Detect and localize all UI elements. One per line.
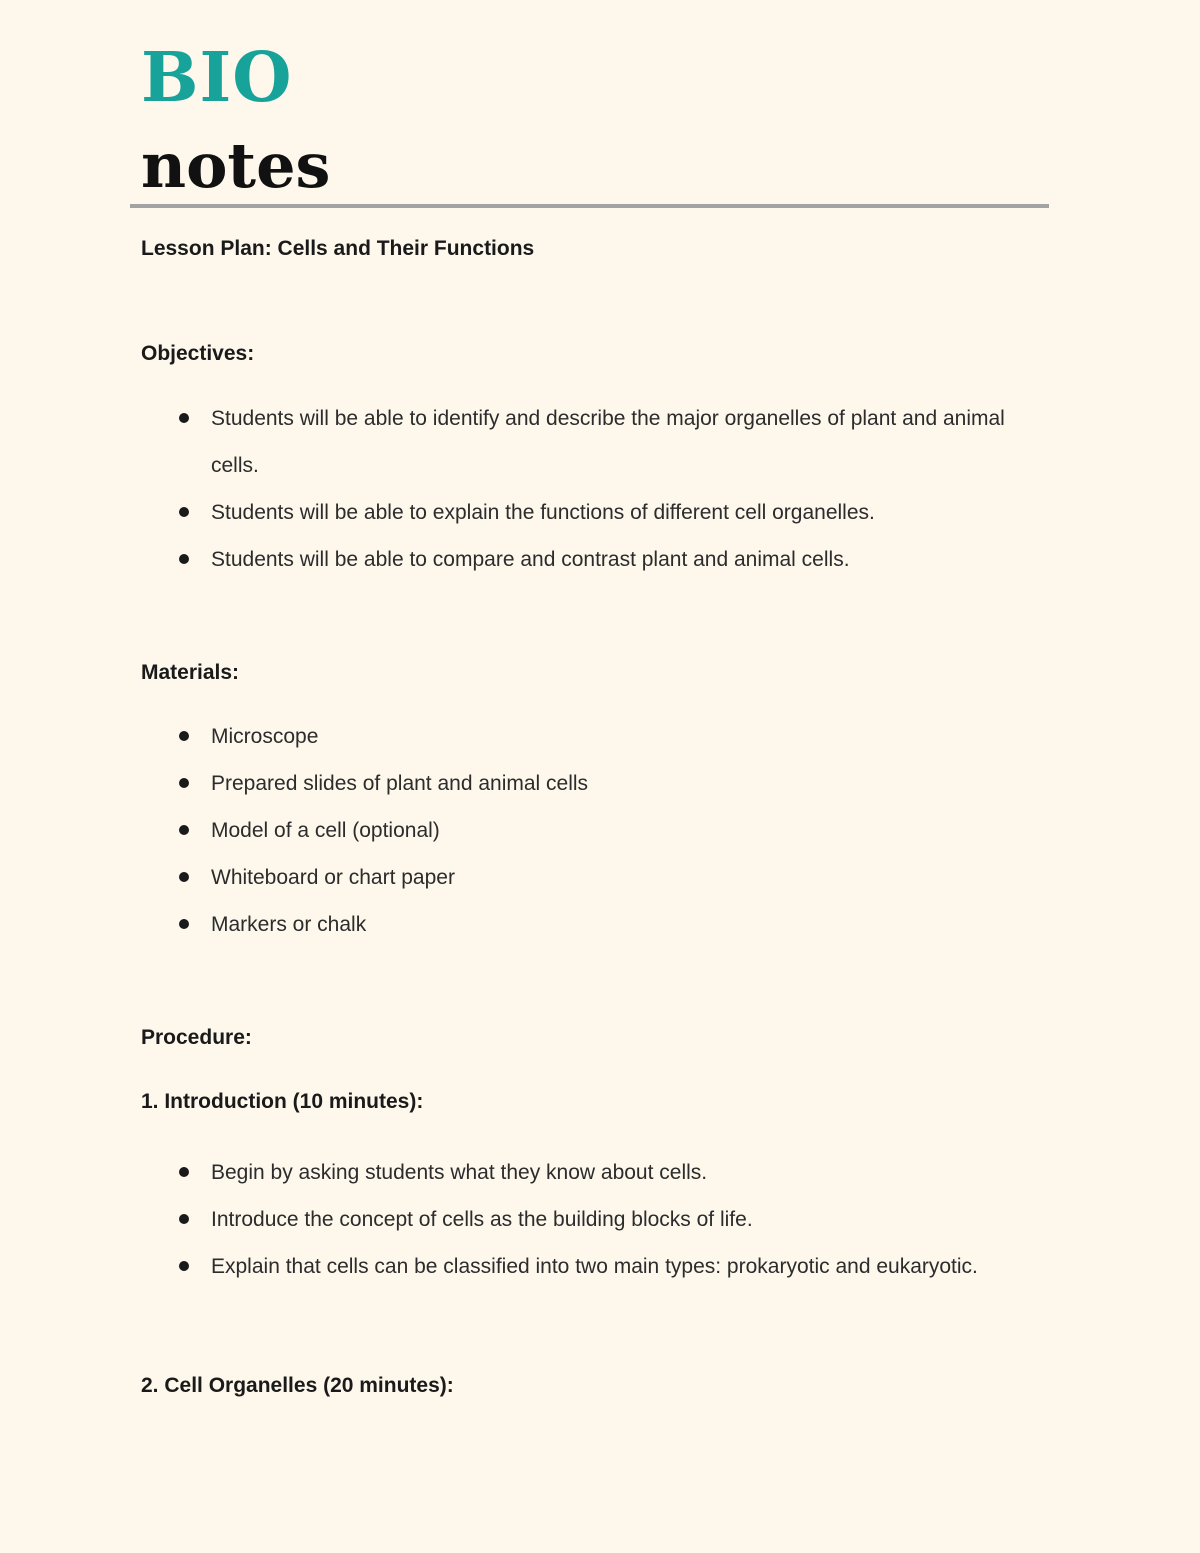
bullet-icon <box>179 731 189 741</box>
objectives-heading: Objectives: <box>141 342 255 365</box>
list-item-text: Markers or chalk <box>211 913 367 936</box>
header-divider <box>130 204 1049 208</box>
procedure-step-title: 1. Introduction (10 minutes): <box>141 1090 424 1113</box>
bullet-icon <box>179 1167 189 1177</box>
list-item <box>0 1243 1041 1290</box>
procedure-heading: Procedure: <box>141 1026 252 1049</box>
list-item <box>0 901 1041 948</box>
bullet-icon <box>179 872 189 882</box>
list-item-text: Model of a cell (optional) <box>211 819 440 842</box>
bullet-icon <box>179 778 189 788</box>
bullet-icon <box>179 554 189 564</box>
procedure-step-title: 2. Cell Organelles (20 minutes): <box>141 1374 454 1397</box>
list-item-text: Explain that cells can be classified into two main types: prokaryotic and eukaryotic. <box>211 1255 978 1278</box>
list-item <box>0 760 1041 807</box>
list-item <box>0 536 1041 583</box>
list-item <box>0 1149 1041 1196</box>
materials-list <box>0 713 1041 948</box>
list-item-text: Students will be able to explain the functions of different cell organelles. <box>211 501 875 524</box>
bullet-icon <box>179 507 189 517</box>
list-item-text: Students will be able to compare and contrast plant and animal cells. <box>211 548 850 571</box>
list-item <box>0 713 1041 760</box>
list-item <box>0 807 1041 854</box>
bullet-icon <box>179 825 189 835</box>
bullet-icon <box>179 919 189 929</box>
bullet-icon <box>179 413 189 423</box>
list-item-text: Microscope <box>211 725 319 748</box>
list-item <box>0 395 1041 489</box>
materials-heading: Materials: <box>141 661 240 684</box>
list-item <box>0 854 1041 901</box>
brand-title-bio: BIO <box>141 38 293 118</box>
list-item <box>0 489 1041 536</box>
list-item-text: Introduce the concept of cells as the building blocks of life. <box>211 1208 753 1231</box>
list-item-text: Students will be able to identify and describe the major organelles of plant and animal cells. <box>211 407 1005 477</box>
procedure-step-list <box>0 1149 1041 1290</box>
list-item-text: Whiteboard or chart paper <box>211 866 455 889</box>
lesson-title: Lesson Plan: Cells and Their Functions <box>141 237 535 260</box>
brand-title-notes: notes <box>141 129 331 202</box>
bullet-icon <box>179 1214 189 1224</box>
list-item <box>0 1196 1041 1243</box>
bullet-icon <box>179 1261 189 1271</box>
list-item-text: Prepared slides of plant and animal cells <box>211 772 589 795</box>
list-item-text: Begin by asking students what they know about cells. <box>211 1161 708 1184</box>
objectives-list <box>0 395 1041 583</box>
